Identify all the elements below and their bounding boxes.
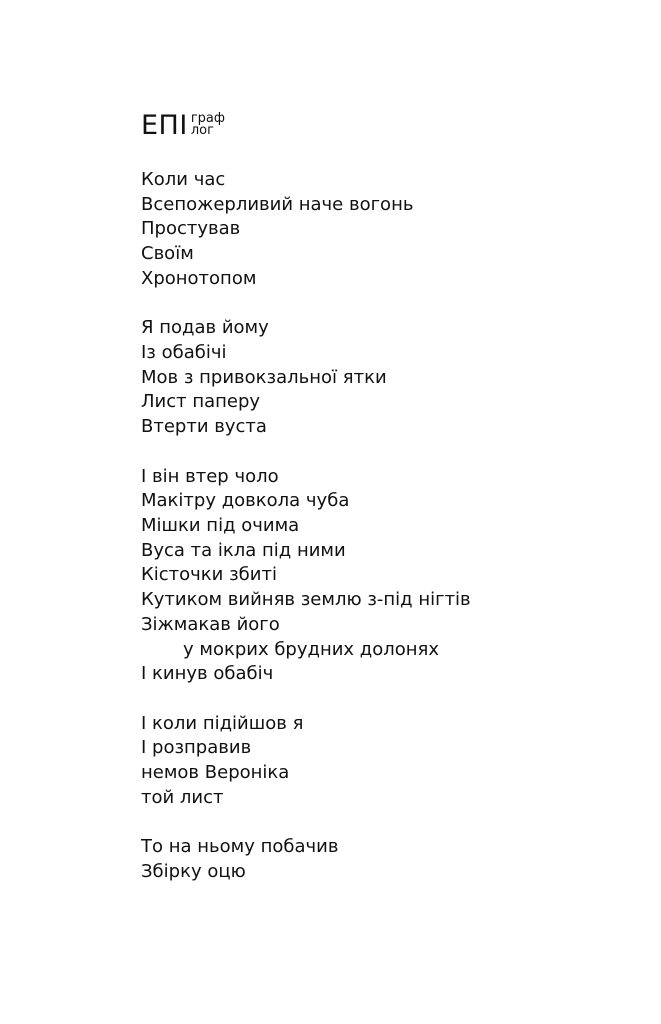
poem-line: Хронотопом	[141, 267, 257, 289]
poem-line: Простував	[141, 218, 241, 240]
poem-line: І кинув обабіч	[141, 663, 274, 685]
poem-line: Втерти вуста	[141, 416, 267, 438]
title-upper: граф	[190, 110, 225, 126]
poem-line: Коли час	[141, 169, 226, 190]
stanza	[141, 168, 641, 292]
title-main: ЕПІ	[141, 110, 188, 141]
poem-line: Я подав йому	[141, 317, 269, 339]
poem-line: Мов з привокзальної ятки	[141, 366, 387, 388]
epigraph-title	[141, 112, 225, 139]
poem-line: Кісточки збиті	[141, 564, 277, 586]
poem-line: у мокрих брудних долонях	[183, 638, 440, 660]
poem-line: Макітру довкола чуба	[141, 490, 350, 512]
stanza	[141, 835, 641, 884]
stanza	[141, 465, 641, 687]
poem-line: Мішки під очима	[141, 515, 300, 537]
poem-line: То на ньому побачив	[141, 836, 339, 858]
poem-line: немов Вероніка	[141, 762, 290, 784]
poem-line: Всепожерливий наче вогонь	[141, 193, 414, 215]
stanza	[141, 316, 641, 440]
poem	[141, 168, 641, 910]
poem-line: Із обабічі	[141, 342, 227, 364]
poem-line: Кутиком вийняв землю з-під нігтів	[141, 589, 471, 611]
poem-line: Вуса та ікла під ними	[141, 539, 346, 561]
poem-line: Зіжмакав його	[141, 613, 280, 635]
poem-line: Збірку оцю	[141, 861, 246, 883]
poem-line: І він втер чоло	[141, 465, 279, 487]
title-lower: лог	[190, 122, 214, 138]
title-stack	[190, 110, 225, 138]
poem-line: Лист паперу	[141, 391, 261, 413]
poem-line: І коли підійшов я	[141, 712, 304, 734]
stanza	[141, 712, 641, 811]
poem-line: Своїм	[141, 243, 194, 265]
poem-line: І розправив	[141, 737, 252, 759]
poem-line: той лист	[141, 786, 224, 808]
